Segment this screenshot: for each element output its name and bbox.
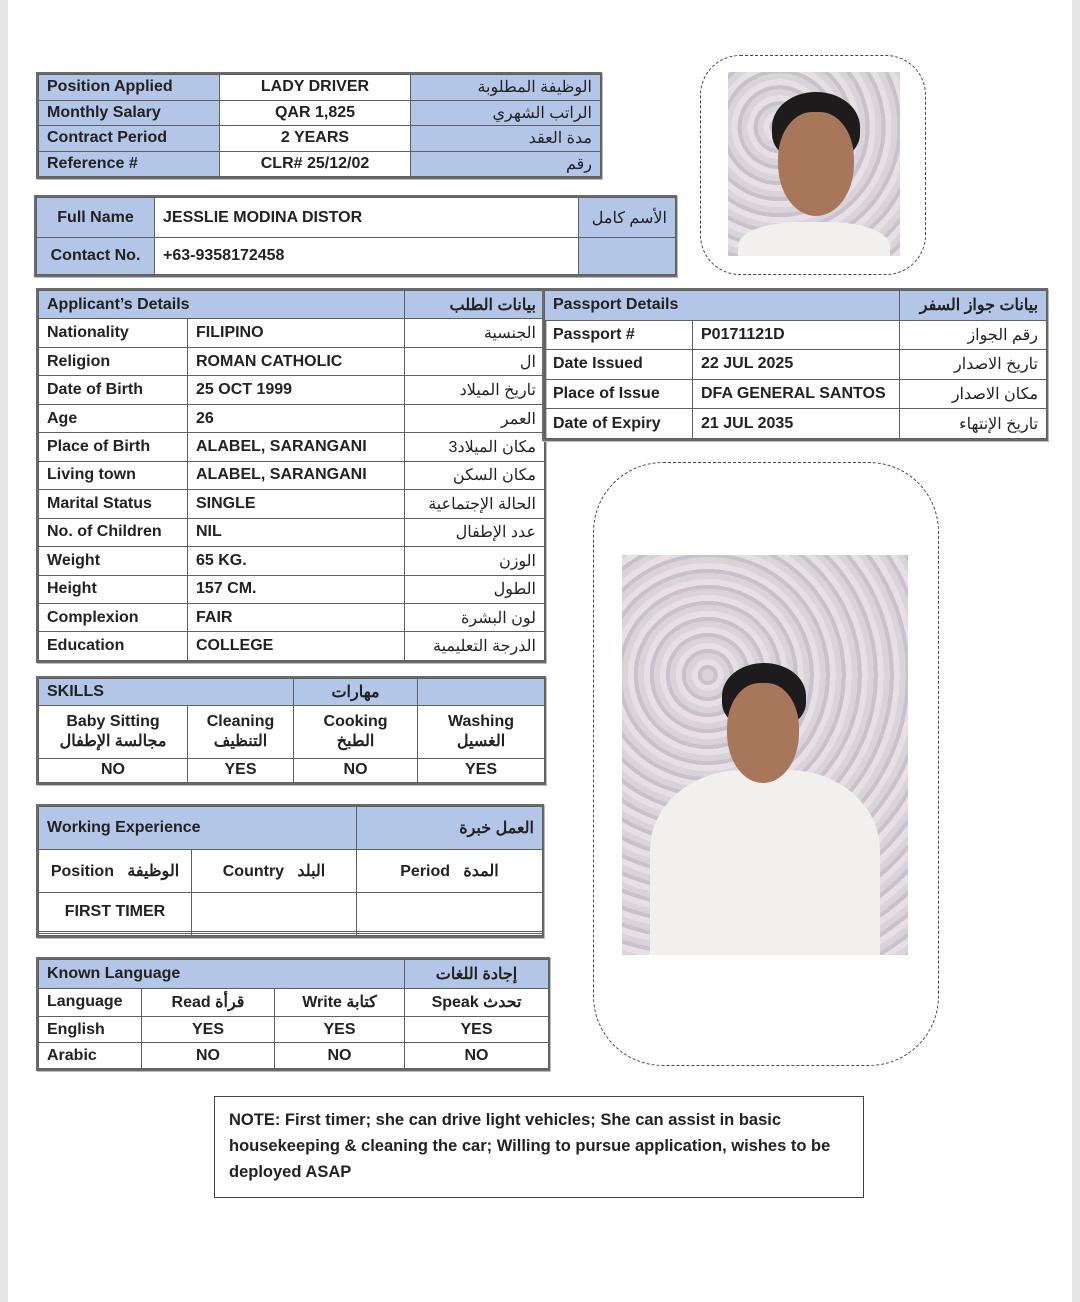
detail-row xyxy=(39,433,545,461)
field-label: Position Applied xyxy=(39,75,220,101)
section-title-arabic: بيانات الطلب xyxy=(405,291,545,319)
column-header xyxy=(39,988,142,1017)
field-label-arabic: تاريخ الميلاد xyxy=(405,376,545,404)
section-title-arabic: بيانات جواز السفر xyxy=(900,291,1047,321)
column-header xyxy=(405,988,549,1017)
skills-table xyxy=(36,676,546,785)
language-level: YES xyxy=(275,1017,405,1043)
field-label: Complexion xyxy=(39,603,188,631)
field-value: P0171121D xyxy=(693,320,900,350)
skill-values xyxy=(39,758,545,782)
field-label-arabic: مكان الاصدار xyxy=(900,379,1047,409)
column-label-arabic: البلد xyxy=(297,863,326,880)
field-value: ALABEL, SARANGANI xyxy=(188,461,405,489)
field-label: Weight xyxy=(39,547,188,575)
field-label: Height xyxy=(39,575,188,603)
info-row xyxy=(39,126,601,152)
field-label-arabic: مكان السكن xyxy=(405,461,545,489)
language-name: Arabic xyxy=(39,1043,142,1069)
field-value: SINGLE xyxy=(188,490,405,518)
field-label-arabic: الطول xyxy=(405,575,545,603)
language-level: NO xyxy=(275,1043,405,1069)
field-label: Nationality xyxy=(39,319,188,347)
field-label: Date Issued xyxy=(545,350,693,380)
field-label-arabic: رقم xyxy=(411,151,601,177)
field-value: ALABEL, SARANGANI xyxy=(188,433,405,461)
known-language-table xyxy=(36,957,550,1071)
column-headers xyxy=(39,850,543,893)
section-title-arabic: مهارات xyxy=(294,679,418,706)
field-label: Reference # xyxy=(39,151,220,177)
column-label-arabic: المدة xyxy=(463,863,499,880)
field-value: 25 OCT 1999 xyxy=(188,376,405,404)
column-label-arabic: تحدث xyxy=(483,994,522,1012)
applicant-details-table xyxy=(36,288,546,663)
section-header xyxy=(39,679,545,706)
skill-name: Cleaning xyxy=(206,712,275,730)
info-row xyxy=(39,151,601,177)
note-box: NOTE: First timer; she can drive light vehicles; She can assist in basic housekeeping & cleaning the car; Willing to pursue application, wishes to be deployed ASAP xyxy=(214,1096,864,1198)
skill-label xyxy=(418,705,545,758)
field-value: +63-9358172458 xyxy=(155,238,579,275)
field-label-arabic: الوظيفة المطلوبة xyxy=(411,75,601,101)
field-label-arabic: مكان الميلاد3 xyxy=(405,433,545,461)
field-label: Monthly Salary xyxy=(39,100,220,126)
section-title: Working Experience xyxy=(39,807,357,850)
section-header xyxy=(39,807,543,850)
field-value: NIL xyxy=(188,518,405,546)
experience-cell xyxy=(357,933,543,935)
field-label: Place of Issue xyxy=(545,379,693,409)
field-value: JESSLIE MODINA DISTOR xyxy=(155,198,579,238)
field-label-arabic: الأسم كامل xyxy=(579,198,676,238)
column-label: Country xyxy=(222,863,285,880)
applicant-headshot-photo xyxy=(728,72,900,256)
skill-name-arabic: الطبخ xyxy=(336,732,375,750)
field-value: 65 KG. xyxy=(188,547,405,575)
detail-row xyxy=(545,409,1047,439)
field-label: Full Name xyxy=(37,198,155,238)
field-value: FAIR xyxy=(188,603,405,631)
skill-value: NO xyxy=(39,758,188,782)
field-label-arabic: تاريخ الاصدار xyxy=(900,350,1047,380)
detail-row xyxy=(39,319,545,347)
column-header xyxy=(192,850,357,893)
field-value: ROMAN CATHOLIC xyxy=(188,347,405,375)
language-level: NO xyxy=(405,1043,549,1069)
passport-details-table xyxy=(542,288,1048,441)
field-label-arabic: لون البشرة xyxy=(405,603,545,631)
experience-cell xyxy=(39,933,192,935)
column-label: Language xyxy=(47,993,123,1011)
skill-name: Washing xyxy=(447,712,515,730)
column-label: Write xyxy=(302,994,342,1012)
experience-row xyxy=(39,933,543,935)
experience-cell xyxy=(357,893,543,932)
column-label-arabic: كتابة xyxy=(346,994,377,1012)
header-spacer xyxy=(418,679,545,706)
detail-row xyxy=(39,347,545,375)
working-experience-table xyxy=(36,804,544,938)
field-value: 2 YEARS xyxy=(220,126,411,152)
field-label: Date of Expiry xyxy=(545,409,693,439)
detail-row xyxy=(545,350,1047,380)
skill-name: Baby Sitting xyxy=(66,712,160,730)
info-row xyxy=(39,75,601,101)
identity-table xyxy=(34,195,677,277)
experience-cell xyxy=(192,893,357,932)
applicant-half-body-photo xyxy=(622,555,908,955)
detail-row xyxy=(39,461,545,489)
field-label-arabic: الحالة الإجتماعية xyxy=(405,490,545,518)
field-label: Passport # xyxy=(545,320,693,350)
detail-row xyxy=(39,632,545,661)
field-value: 26 xyxy=(188,404,405,432)
section-header xyxy=(39,291,545,319)
field-label-arabic: تاريخ الإنتهاء xyxy=(900,409,1047,439)
detail-row xyxy=(39,404,545,432)
column-headers xyxy=(39,988,549,1017)
section-header xyxy=(39,960,549,989)
field-value: LADY DRIVER xyxy=(220,75,411,101)
field-label-arabic: ال xyxy=(405,347,545,375)
identity-row xyxy=(37,238,676,275)
column-header xyxy=(142,988,275,1017)
field-label: Religion xyxy=(39,347,188,375)
field-label: Living town xyxy=(39,461,188,489)
detail-row xyxy=(39,376,545,404)
skill-name: Cooking xyxy=(323,712,388,730)
language-row xyxy=(39,1043,549,1069)
skill-label xyxy=(188,705,294,758)
field-value: CLR# 25/12/02 xyxy=(220,151,411,177)
skill-value: YES xyxy=(188,758,294,782)
language-level: YES xyxy=(405,1017,549,1043)
experience-cell xyxy=(192,933,357,935)
section-title: SKILLS xyxy=(39,679,294,706)
field-label-arabic xyxy=(579,238,676,275)
field-value: 157 CM. xyxy=(188,575,405,603)
skill-label xyxy=(294,705,418,758)
field-label-arabic: الجنسية xyxy=(405,319,545,347)
field-label-arabic: الدرجة التعليمية xyxy=(405,632,545,661)
field-value: 21 JUL 2035 xyxy=(693,409,900,439)
field-label-arabic: مدة العقد xyxy=(411,126,601,152)
section-header xyxy=(545,291,1047,321)
field-label: Contact No. xyxy=(37,238,155,275)
language-level: YES xyxy=(142,1017,275,1043)
field-value: QAR 1,825 xyxy=(220,100,411,126)
detail-row xyxy=(39,490,545,518)
column-label-arabic: قرأة xyxy=(215,994,245,1012)
field-label: Date of Birth xyxy=(39,376,188,404)
experience-cell: FIRST TIMER xyxy=(39,893,192,932)
language-name: English xyxy=(39,1017,142,1043)
column-label: Period xyxy=(400,863,451,880)
field-label-arabic: العمر xyxy=(405,404,545,432)
field-label: Place of Birth xyxy=(39,433,188,461)
identity-row xyxy=(37,198,676,238)
column-label: Speak xyxy=(431,994,479,1012)
detail-row xyxy=(39,603,545,631)
field-value: FILIPINO xyxy=(188,319,405,347)
section-title-arabic: العمل خبرة xyxy=(357,807,543,850)
field-label-arabic: الوزن xyxy=(405,547,545,575)
column-label: Read xyxy=(171,994,211,1012)
field-label: Marital Status xyxy=(39,490,188,518)
section-title: Known Language xyxy=(39,960,405,989)
field-value: DFA GENERAL SANTOS xyxy=(693,379,900,409)
section-title: Applicant’s Details xyxy=(39,291,405,319)
column-header xyxy=(39,850,192,893)
detail-row xyxy=(39,575,545,603)
field-label: Education xyxy=(39,632,188,661)
skill-value: YES xyxy=(418,758,545,782)
skill-name-arabic: التنظيف xyxy=(213,732,268,750)
field-label-arabic: رقم الجواز xyxy=(900,320,1047,350)
field-label-arabic: عدد الإطفال xyxy=(405,518,545,546)
info-row xyxy=(39,100,601,126)
section-title-arabic: إجادة اللغات xyxy=(405,960,549,989)
skill-labels xyxy=(39,705,545,758)
skill-value: NO xyxy=(294,758,418,782)
detail-row xyxy=(39,518,545,546)
skill-name-arabic: الغسيل xyxy=(456,732,506,750)
field-label: No. of Children xyxy=(39,518,188,546)
column-label-arabic: الوظيفة xyxy=(127,863,180,880)
position-info-table xyxy=(36,72,602,179)
page-margin-right xyxy=(1072,0,1080,1302)
field-label-arabic: الراتب الشهري xyxy=(411,100,601,126)
language-level: NO xyxy=(142,1043,275,1069)
skill-label xyxy=(39,705,188,758)
detail-row xyxy=(545,320,1047,350)
experience-row xyxy=(39,893,543,932)
field-value: 22 JUL 2025 xyxy=(693,350,900,380)
field-label: Contract Period xyxy=(39,126,220,152)
detail-row xyxy=(545,379,1047,409)
language-row xyxy=(39,1017,549,1043)
field-value: COLLEGE xyxy=(188,632,405,661)
column-header xyxy=(275,988,405,1017)
column-label: Position xyxy=(50,863,114,880)
skill-name-arabic: مجالسة الإطفال xyxy=(59,732,167,750)
detail-row xyxy=(39,547,545,575)
page-margin-left xyxy=(0,0,8,1302)
column-header xyxy=(357,850,543,893)
section-title: Passport Details xyxy=(545,291,900,321)
field-label: Age xyxy=(39,404,188,432)
